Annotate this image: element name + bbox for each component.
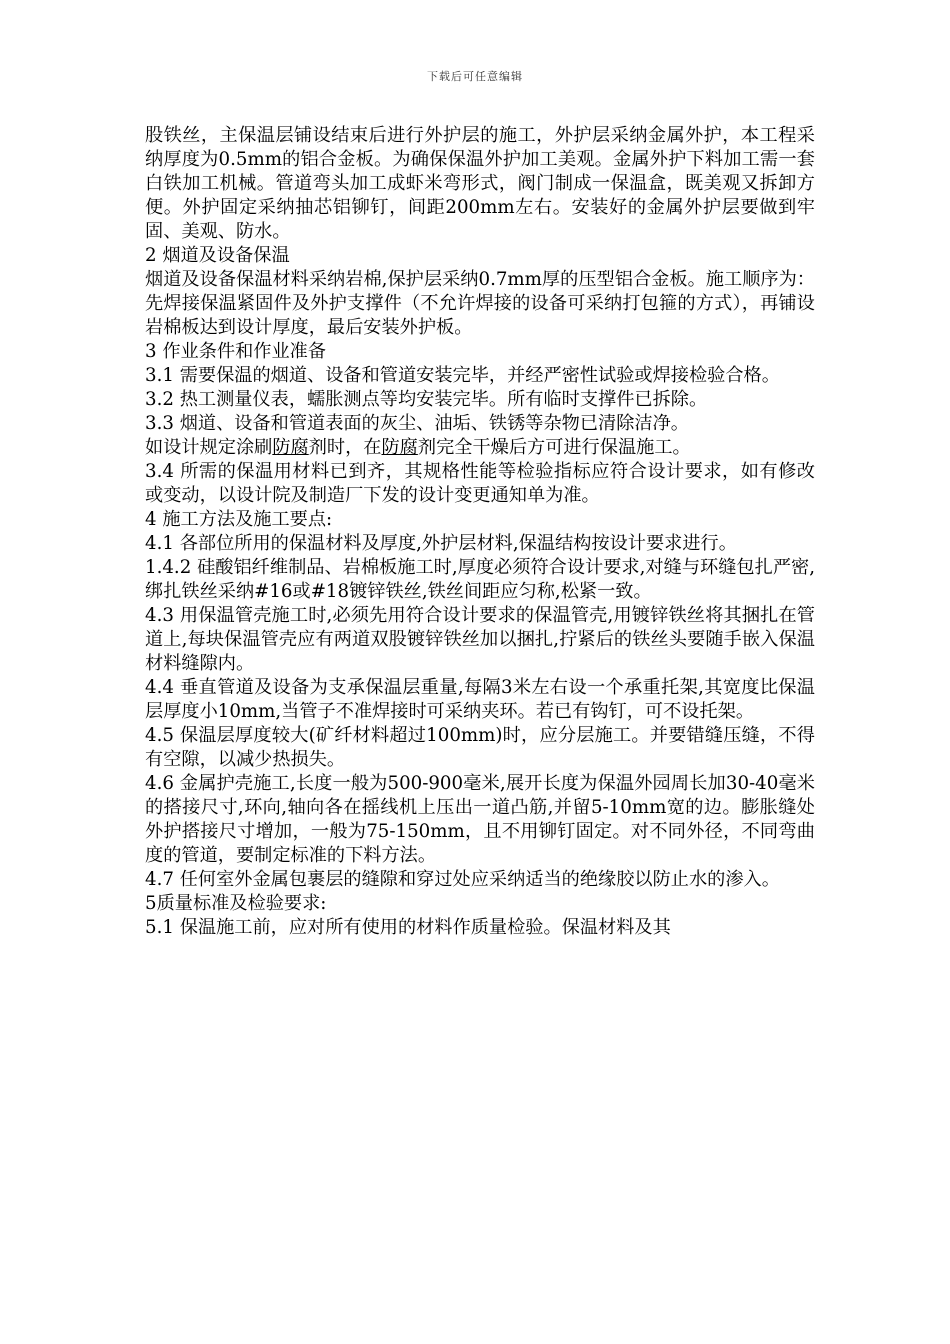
paragraph: 股铁丝，主保温层铺设结束后进行外护层的施工，外护层采纳金属外护，本工程采纳厚度为0.5mm的铝合金板。为确保保温外护加工美观。金属外护下料加工需一套白铁加工机械。管道弯头加工成虾米弯形式，阀门制成一保温盒，既美观又拆卸方便。外护固定采纳抽芯铝铆钉，间距200mm左右。安装好的金属外护层要做到牢固、美观、防水。 [145, 125, 815, 242]
paragraph: 4.1 各部位所用的保温材料及厚度,外护层材料,保温结构按设计要求进行。 [145, 533, 737, 554]
paragraph: 3.4 所需的保温用材料已到齐，其规格性能等检验指标应符合设计要求，如有修改或变动，以设计院及制造厂下发的设计变更通知单为准。 [145, 461, 815, 506]
section-heading: 2 烟道及设备保温 [145, 245, 290, 266]
paragraph: 3.1 需要保温的烟道、设备和管道安装完毕，并经严密性试验或焊接检验合格。 [145, 365, 780, 386]
text-run: 如设计规定涂刷 [145, 437, 273, 458]
paragraph: 4.4 垂直管道及设备为支承保温层重量,每隔3米左右设一个承重托架,其宽度比保温层厚度小10mm,当管子不准焊接时可采纳夹环。若已有钩钉，可不设托架。 [145, 677, 815, 722]
paragraph: 1.4.2 硅酸铝纤维制品、岩棉板施工时,厚度必须符合设计要求,对缝与环缝包扎严密,绑扎铁丝采纳#16或#18镀锌铁丝,铁丝间距应匀称,松紧一致。 [145, 557, 815, 602]
document-body [145, 124, 815, 940]
underlined-term: 防腐 [381, 437, 418, 458]
paragraph: 烟道及设备保温材料采纳岩棉,保护层采纳0.7mm厚的压型铝合金板。施工顺序为：先焊接保温紧固件及外护支撑件（不允许焊接的设备可采纳打包箍的方式），再铺设岩棉板达到设计厚度，最后安装外护板。 [145, 269, 815, 338]
paragraph: 4.7 任何室外金属包裹层的缝隙和穿过处应采纳适当的绝缘胶以防止水的渗入。 [145, 869, 780, 890]
underlined-term: 防腐 [272, 437, 309, 458]
section-heading: 4 施工方法及施工要点: [145, 509, 333, 530]
paragraph [145, 436, 815, 460]
text-run: 剂完全干燥后方可进行保温施工。 [417, 437, 691, 458]
paragraph: 5.1 保温施工前，应对所有使用的材料作质量检验。保温材料及其 [145, 917, 671, 938]
paragraph: 4.3 用保温管壳施工时,必须先用符合设计要求的保温管壳,用镀锌铁丝将其捆扎在管道上,每块保温管壳应有两道双股镀锌铁丝加以捆扎,拧紧后的铁丝头要随手嵌入保温材料缝隙内。 [145, 605, 815, 674]
paragraph: 4.6 金属护壳施工,长度一般为500-900毫米,展开长度为保温外园周长加30-40毫米的搭接尺寸,环向,轴向各在摇线机上压出一道凸筋,并留5-10mm宽的边。膨胀缝处外护搭接尺寸增加，一般为75-150mm，且不用铆钉固定。对不同外径，不同弯曲度的管道，要制定标准的下料方法。 [145, 773, 815, 866]
paragraph: 4.5 保温层厚度较大(矿纤材料超过100mm)时，应分层施工。并要错缝压缝，不得有空隙，以减少热损失。 [145, 725, 815, 770]
section-heading: 5质量标准及检验要求: [145, 893, 327, 914]
paragraph: 3.2 热工测量仪表，蠕胀测点等均安装完毕。所有临时支撑件已拆除。 [145, 389, 708, 410]
section-heading: 3 作业条件和作业准备 [145, 341, 327, 362]
paragraph: 3.3 烟道、设备和管道表面的灰尘、油垢、铁锈等杂物已清除洁净。 [145, 413, 689, 434]
text-run: 剂时，在 [308, 437, 382, 458]
header-note: 下载后可任意编辑 [427, 70, 523, 83]
